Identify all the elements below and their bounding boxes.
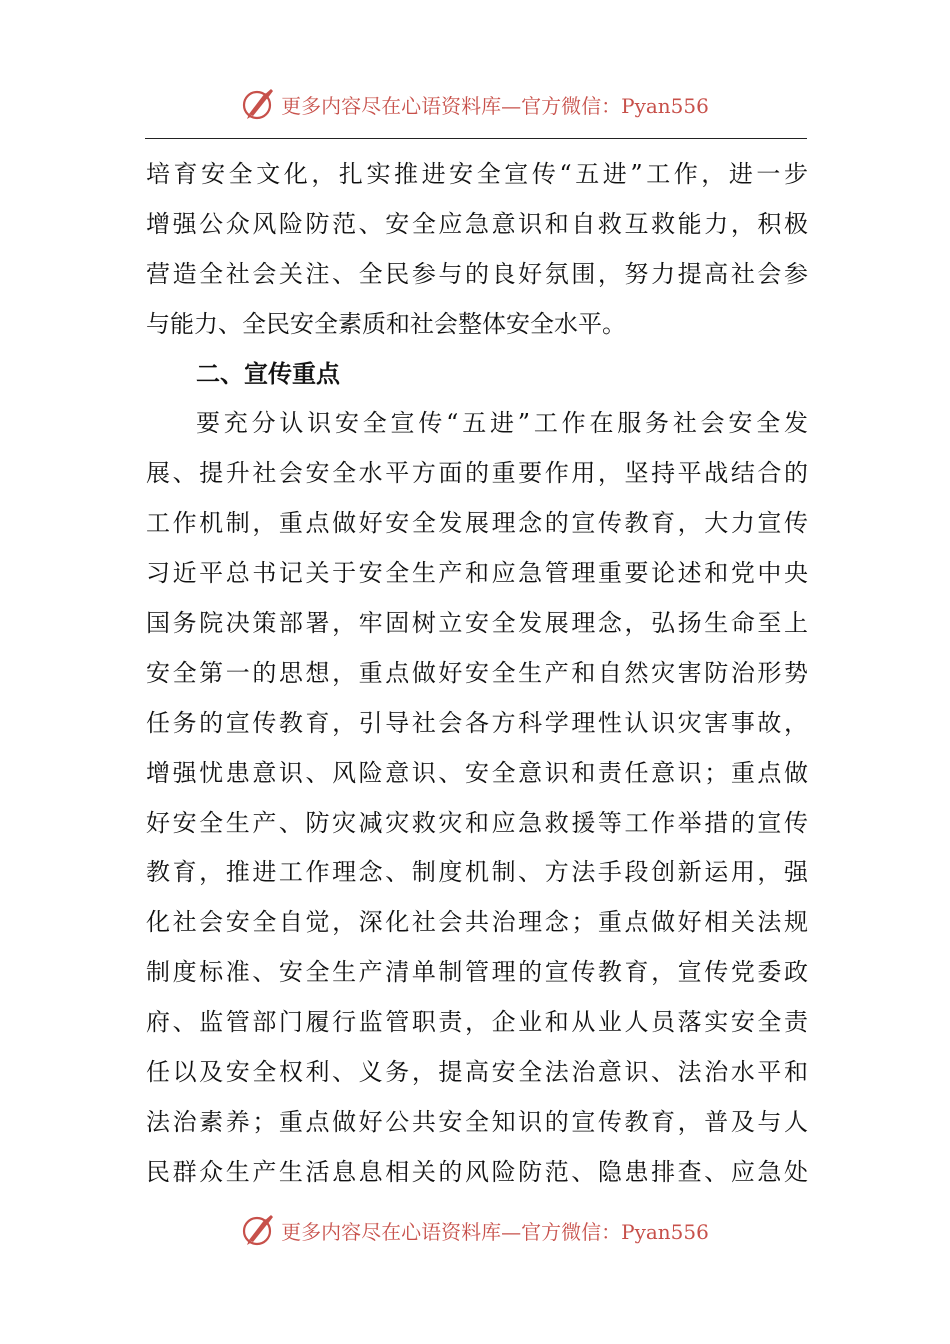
document-body (146, 150, 808, 1198)
paragraph-line: 营造全社会关注、全民参与的良好氛围，努力提高社会参 (146, 259, 808, 288)
section-heading: 二、宣传重点 (196, 359, 340, 388)
paragraph-line: 任以及安全权利、义务，提高安全法治意识、法治水平和 (146, 1058, 808, 1087)
footer-banner-text: 更多内容尽在心语资料库—官方微信：Pyan556 (281, 1219, 709, 1244)
paragraph-line: 民群众生产生活息息相关的风险防范、隐患排查、应急处 (146, 1157, 808, 1186)
header-banner-text: 更多内容尽在心语资料库—官方微信：Pyan556 (281, 93, 709, 118)
paragraph-line: 工作机制，重点做好安全发展理念的宣传教育，大力宣传 (146, 509, 808, 538)
paragraph-line: 教育，推进工作理念、制度机制、方法手段创新运用，强 (146, 858, 808, 887)
paragraph-line: 府、监管部门履行监管职责，企业和从业人员落实安全责 (146, 1008, 808, 1037)
footer-banner (0, 1210, 950, 1250)
paragraph-line: 增强忧患意识、风险意识、安全意识和责任意识；重点做 (146, 758, 808, 787)
paragraph-line: 安全第一的思想，重点做好安全生产和自然灾害防治形势 (146, 658, 808, 687)
header-divider (145, 138, 807, 139)
paragraph-line: 法治素养；重点做好公共安全知识的宣传教育，普及与人 (146, 1107, 808, 1136)
header-banner (0, 84, 950, 124)
quill-logo-icon (241, 87, 275, 121)
paragraph-line: 国务院决策部署，牢固树立安全发展理念，弘扬生命至上 (146, 609, 808, 638)
paragraph-line: 要充分认识安全宣传“五进”工作在服务社会安全发 (196, 409, 808, 438)
paragraph-line: 展、提升社会安全水平方面的重要作用，坚持平战结合的 (146, 459, 808, 488)
paragraph-line: 制度标准、安全生产清单制管理的宣传教育，宣传党委政 (146, 958, 808, 987)
paragraph-line: 增强公众风险防范、安全应急意识和自救互救能力，积极 (146, 209, 808, 238)
paragraph-line: 习近平总书记关于安全生产和应急管理重要论述和党中央 (146, 559, 808, 588)
quill-logo-icon (241, 1213, 275, 1247)
paragraph-line: 培育安全文化，扎实推进安全宣传“五进”工作，进一步 (146, 160, 808, 188)
paragraph-line: 好安全生产、防灾减灾救灾和应急救援等工作举措的宣传 (146, 808, 808, 837)
paragraph-line: 与能力、全民安全素质和社会整体安全水平。 (146, 309, 626, 338)
paragraph-line: 任务的宣传教育，引导社会各方科学理性认识灾害事故， (146, 708, 808, 737)
paragraph-line: 化社会安全自觉，深化社会共治理念；重点做好相关法规 (146, 908, 808, 937)
